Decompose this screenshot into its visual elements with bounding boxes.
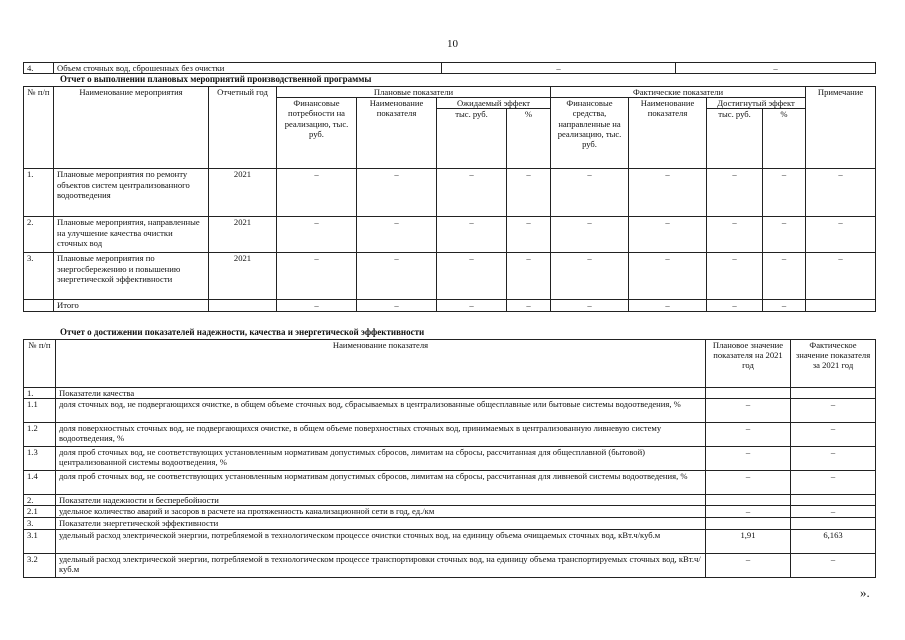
total-year-cell [209, 300, 277, 311]
row-plan [706, 388, 791, 399]
cell: – [277, 217, 357, 253]
cell: – [763, 300, 806, 311]
cell: – [357, 300, 437, 311]
cell: – [629, 300, 707, 311]
row-fact [791, 518, 876, 529]
row-plan [706, 518, 791, 529]
header-name: Наименование мероприятия [54, 87, 209, 169]
row-name: Плановые мероприятия, направленные на улучшение качества очистки сточных вод [54, 217, 209, 253]
header-fact: Фактическое значение показателя за 2021 год [791, 340, 876, 388]
total-label: Итого [54, 300, 209, 311]
table-row [24, 423, 876, 447]
row-name: удельное количество аварий и засоров в расчете на протяженность канализационной сети в год, ед./км [56, 506, 706, 518]
total-row [24, 300, 876, 311]
row-name: Показатели надежности и бесперебойности [56, 495, 706, 506]
row-name: доля проб сточных вод, не соответствующих установленным нормативам допустимых сбросов, лимитам на сбросы, рассчитанная для общесплавной (бытовой) централизованной системы водоотведения, % [56, 447, 706, 471]
header-ind-name-actual: Наименование показателя [629, 98, 707, 169]
header-num: № п/п [24, 87, 54, 169]
header-name: Наименование показателя [56, 340, 706, 388]
cell: – [507, 253, 551, 300]
row4-number: 4. [24, 63, 54, 74]
header-thous-actual: тыс. руб. [707, 109, 763, 169]
table-row [24, 529, 876, 553]
row4-fact: – [676, 63, 876, 74]
row-plan: – [706, 553, 791, 577]
cell: – [629, 217, 707, 253]
row-plan: – [706, 423, 791, 447]
row-fact: – [791, 423, 876, 447]
cell: – [357, 169, 437, 217]
row-fact: 6,163 [791, 529, 876, 553]
row-number: 2. [24, 495, 56, 506]
row-fact: – [791, 399, 876, 423]
row4-label: Объем сточных вод, сброшенных без очистки [54, 63, 442, 74]
header-fin-means: Финансовые средства, направленные на реализацию, тыс. руб. [551, 98, 629, 169]
row-year: 2021 [209, 253, 277, 300]
row-number: 2. [24, 217, 54, 253]
closing-quote-mark: ». [860, 585, 870, 600]
cell: – [806, 169, 876, 217]
table-row [24, 217, 876, 253]
header-thous: тыс. руб. [437, 109, 507, 169]
cell: – [551, 169, 629, 217]
row-number: 1. [24, 388, 56, 399]
cell: – [707, 217, 763, 253]
header-fin-need: Финансовые потребности на реализацию, тыс. руб. [277, 98, 357, 169]
cell: – [551, 300, 629, 311]
row-number: 3. [24, 253, 54, 300]
table-row [24, 553, 876, 577]
row-plan: 1,91 [706, 529, 791, 553]
table-row [24, 169, 876, 217]
cell: – [763, 217, 806, 253]
cell: – [357, 253, 437, 300]
table-row [24, 399, 876, 423]
header-pct: % [507, 109, 551, 169]
table-row [24, 471, 876, 495]
header-actual: Фактические показатели [551, 87, 806, 98]
report2-table [23, 339, 876, 578]
row-name: Плановые мероприятия по энергосбережению и повышению энергетической эффективности [54, 253, 209, 300]
row-number: 3. [24, 518, 56, 529]
row-number: 1.4 [24, 471, 56, 495]
row-number: 2.1 [24, 506, 56, 518]
header-num: № п/п [24, 340, 56, 388]
cell: – [707, 253, 763, 300]
cell: – [763, 169, 806, 217]
row-name: доля проб сточных вод, не соответствующих установленным нормативам допустимых сбросов, лимитам на сбросы, рассчитанная для ливневой системы водоотведения, % [56, 471, 706, 495]
row4-plan: – [442, 63, 676, 74]
table-row [24, 388, 876, 399]
row-number: 3.1 [24, 529, 56, 553]
cell: – [707, 169, 763, 217]
cell: – [629, 253, 707, 300]
cell: – [277, 169, 357, 217]
cell: – [806, 217, 876, 253]
row-year: 2021 [209, 217, 277, 253]
cell: – [357, 217, 437, 253]
cell: – [629, 169, 707, 217]
total-number-cell [24, 300, 54, 311]
cell: – [551, 217, 629, 253]
cell: – [507, 300, 551, 311]
table-row [24, 253, 876, 300]
cell: – [437, 169, 507, 217]
row-fact: – [791, 447, 876, 471]
row-plan: – [706, 399, 791, 423]
previous-table-row [23, 62, 876, 74]
table-row [24, 447, 876, 471]
table-row [24, 506, 876, 518]
header-plan: Плановое значение показателя на 2021 год [706, 340, 791, 388]
total-note-cell [806, 300, 876, 311]
cell: – [437, 217, 507, 253]
table-row [24, 495, 876, 506]
cell: – [763, 253, 806, 300]
cell: – [507, 169, 551, 217]
cell: – [806, 253, 876, 300]
row-fact: – [791, 506, 876, 518]
row-year: 2021 [209, 169, 277, 217]
row-number: 1.1 [24, 399, 56, 423]
cell: – [277, 253, 357, 300]
report2-title: Отчет о достижении показателей надежности, качества и энергетической эффективности [60, 327, 425, 337]
row-plan: – [706, 506, 791, 518]
row-name: доля поверхностных сточных вод, не подвергающихся очистке, в общем объеме поверхностных сточных вод, принимаемых в централизованную ливневую систему водоотведения, % [56, 423, 706, 447]
row-name: удельный расход электрической энергии, потребляемой в технологическом процессе транспортировки сточных вод, на единицу объема транспортируемых сточных вод, кВт.ч/куб.м [56, 553, 706, 577]
row-name: доля сточных вод, не подвергающихся очистке, в общем объеме сточных вод, сбрасываемых в централизованные общесплавные или бытовые системы водоотведения, % [56, 399, 706, 423]
header-expected: Ожидаемый эффект [437, 98, 551, 109]
row-name: Показатели качества [56, 388, 706, 399]
row-plan: – [706, 471, 791, 495]
row-plan [706, 495, 791, 506]
row-number: 1. [24, 169, 54, 217]
report1-table [23, 86, 876, 312]
header-ind-name: Наименование показателя [357, 98, 437, 169]
header-pct-actual: % [763, 109, 806, 169]
cell: – [277, 300, 357, 311]
header-note: Примечание [806, 87, 876, 169]
row-fact [791, 495, 876, 506]
cell: – [507, 217, 551, 253]
header-year: Отчетный год [209, 87, 277, 169]
row-fact: – [791, 553, 876, 577]
row-number: 1.3 [24, 447, 56, 471]
header-achieved: Достигнутый эффект [707, 98, 806, 109]
row-fact: – [791, 471, 876, 495]
row-name: удельный расход электрической энергии, потребляемой в технологическом процессе очистки сточных вод, на единицу объема очищаемых сточных вод, кВт.ч/куб.м [56, 529, 706, 553]
cell: – [437, 300, 507, 311]
row-fact [791, 388, 876, 399]
row-plan: – [706, 447, 791, 471]
row-name: Показатели энергетической эффективности [56, 518, 706, 529]
report1-title: Отчет о выполнении плановых мероприятий производственной программы [60, 74, 372, 84]
cell: – [437, 253, 507, 300]
header-planned: Плановые показатели [277, 87, 551, 98]
cell: – [551, 253, 629, 300]
row-number: 3.2 [24, 553, 56, 577]
table-row [24, 518, 876, 529]
row-number: 1.2 [24, 423, 56, 447]
page-number: 10 [447, 38, 458, 50]
row-name: Плановые мероприятия по ремонту объектов систем централизованного водоотведения [54, 169, 209, 217]
cell: – [707, 300, 763, 311]
